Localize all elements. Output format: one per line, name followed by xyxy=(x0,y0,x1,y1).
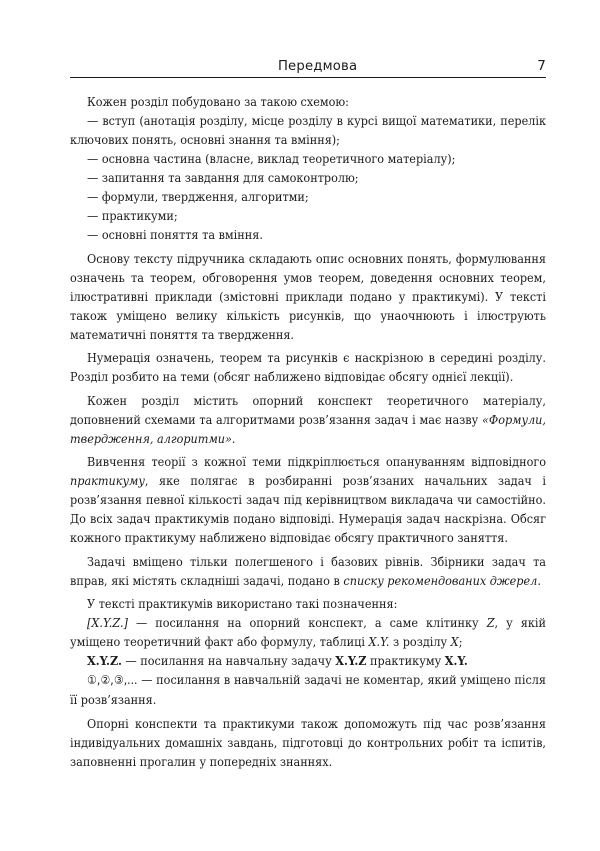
paragraph-numbering: Нумерація означень, теорем та рисунків є наскрізною в середині розділу. Розділ розбито на теми (обсяг наближено відповідає обсягу однієї лекції). xyxy=(70,350,546,384)
notation-symbol: ①,②,③,... xyxy=(87,673,138,687)
paragraph-summary: Кожен розділ містить опорний конспект теоретичного матеріалу, доповнений схемами та алгоритмами розв’язання задач і має назву «Формули, твердження, алгоритми». xyxy=(70,392,546,446)
chapter-title: Передмова xyxy=(277,59,358,74)
paragraph-notation-intro: У тексті практикумів використано такі позначення: xyxy=(87,596,398,611)
paragraph-basis: Основу тексту підручника складають опис основних понять, формулювання означень та теорем, обговорення умов теорем, доведення основних теорем, ілюстративні приклади (змістовні приклади подано у практикумі). У тексті також уміщено велику кількість рисунків, що унаочнюють і ілюструють математичні поняття та твердження. xyxy=(70,250,546,342)
scheme-item: — основна частина (власне, виклад теоретичного матеріалу); xyxy=(87,151,456,166)
scheme-item: — запитання та завдання для самоконтролю; xyxy=(87,170,359,185)
notation-item-comment: ①,②,③,... — посилання в навчальній задачі не коментар, який уміщено після її розв’язання. xyxy=(70,672,546,707)
page-number: 7 xyxy=(537,58,546,74)
practicum-term: практикуму xyxy=(70,473,145,488)
scheme-item: — формули, твердження, алгоритми; xyxy=(87,189,309,204)
paragraph-final: Опорні конспекти та практикуми також допоможуть під час розв’язання індивідуальних домашніх завдань, підготовці до контрольних робіт та іспитів, заповненні прогалин у попередніх знаннях. xyxy=(70,715,546,769)
summary-title: «Формули, твердження, алгоритми» xyxy=(70,411,546,446)
notation-item-task: X.Y.Z. — посилання на навчальну задачу X.Y.Z практикуму X.Y. xyxy=(87,653,468,668)
notation-item-reference: [X.Y.Z.] — посилання на опорний конспект, а саме клітинку Z, у якій уміщено теоретичний факт або формулу, таблиці X.Y. з розділу X; xyxy=(70,615,546,649)
scheme-item: — основні поняття та вміння. xyxy=(87,227,263,242)
notation-symbol: [X.Y.Z.] xyxy=(87,615,128,630)
scheme-item: — практикуми; xyxy=(87,208,178,223)
notation-symbol: X.Y.Z. xyxy=(87,653,122,668)
scheme-item: — вступ (анотація розділу, місце розділу в курсі вищої математики, перелік ключових понять, основні знання та вміння); xyxy=(70,113,546,147)
book-page xyxy=(70,58,546,771)
intro-paragraph: Кожен розділ побудовано за такою схемою: xyxy=(87,94,349,109)
running-head xyxy=(70,58,546,78)
paragraph-theory: Вивчення теорії з кожної теми підкріплюється опануванням відповідного практикуму, яке полягає в розбиранні розв’язаних начальних задач і розв’язання певної кількості задач під керівництвом викладача чи самостійно. До всіх задач практикумів подано відповіді. Нумерація задач наскрізна. Обсяг кожного практикуму наближено відповідає обсягу практичного заняття. xyxy=(70,454,546,545)
sources-term: списку рекомендованих джерел xyxy=(343,572,538,588)
paragraph-tasks: Задачі вміщено тільки полегшеного і базових рівнів. Збірники задач та вправ, які містять складніші задачі, подано в списку рекомендованих джерел. xyxy=(70,553,546,588)
body-text xyxy=(70,92,546,771)
